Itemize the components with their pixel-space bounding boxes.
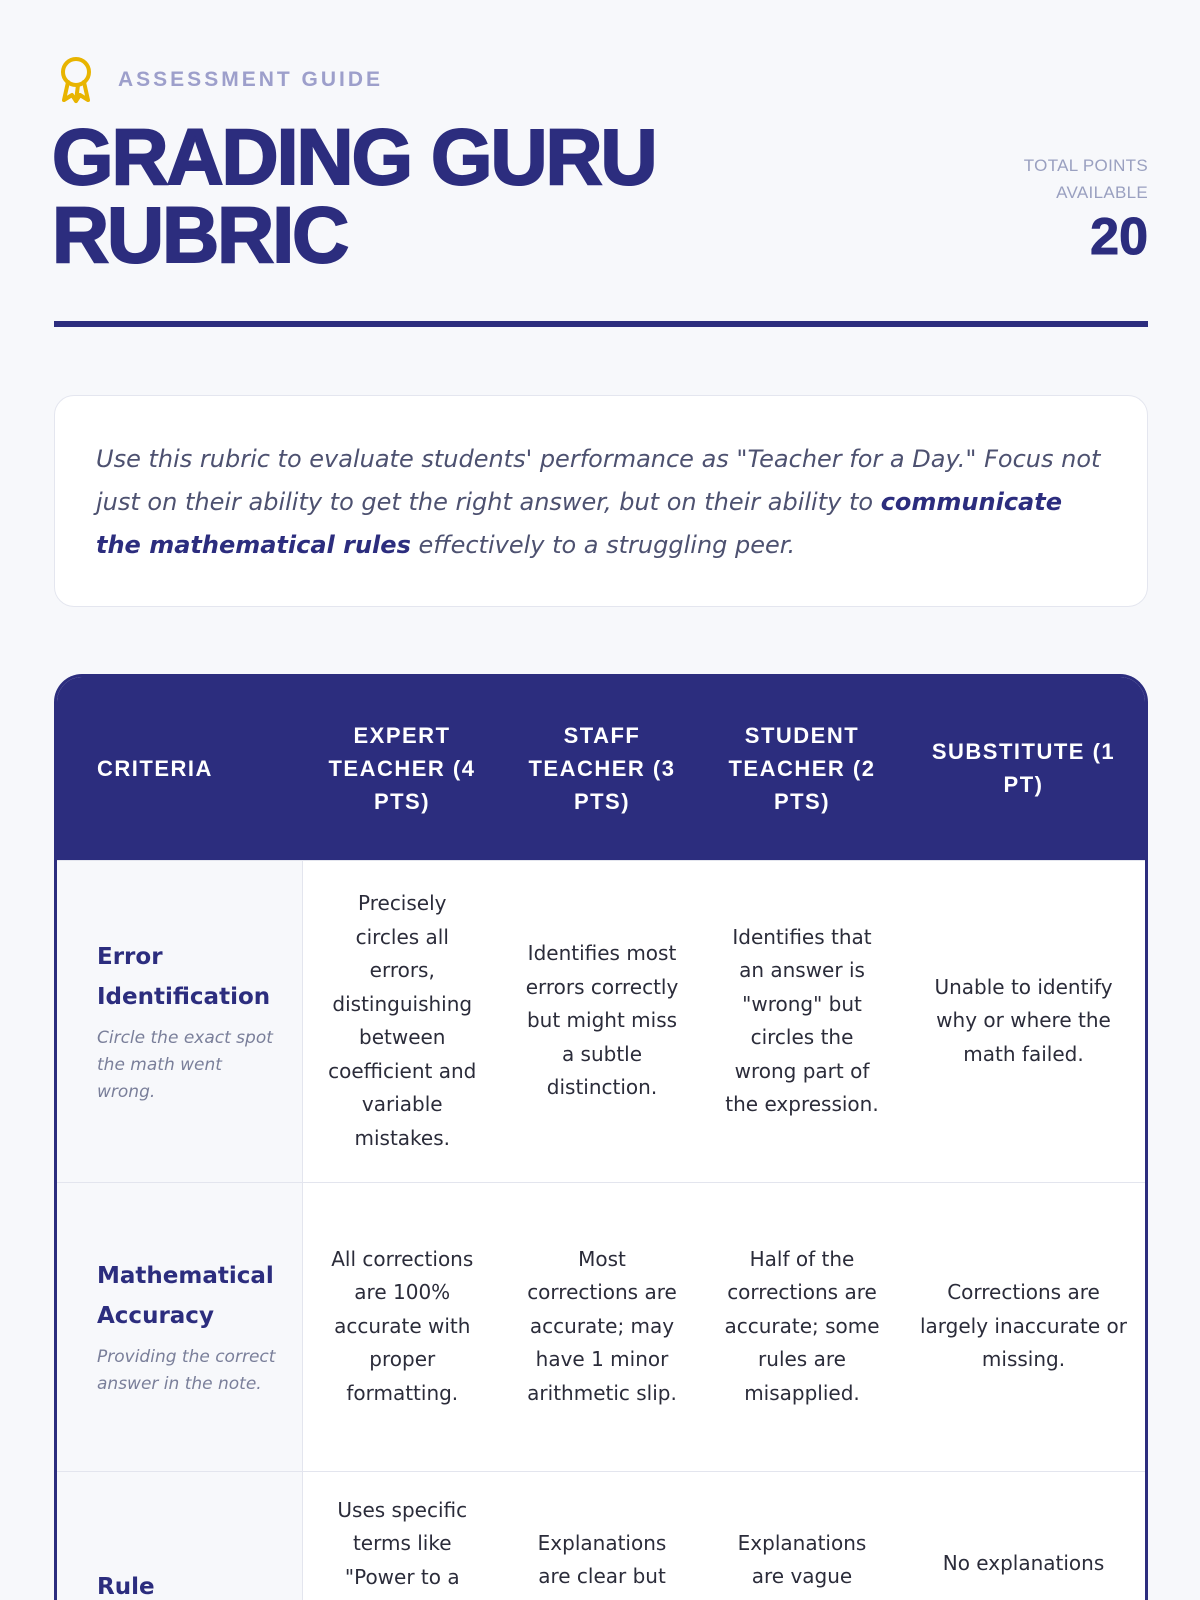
level-expert: Precisely circles all errors, distinguishing between coefficient and variable mistakes.: [302, 860, 502, 1182]
level-expert: Uses specific terms like "Power to a: [302, 1471, 502, 1600]
header-substitute: SUBSTITUTE (1 PT): [902, 677, 1145, 860]
intro-card: [54, 395, 1148, 607]
header-divider: [54, 321, 1148, 327]
rubric-header-row: [57, 677, 1145, 860]
level-student: Explanations are vague: [702, 1471, 902, 1600]
rubric-table: [54, 674, 1148, 1600]
total-points-value: 20: [1090, 208, 1148, 266]
table-row: [57, 1182, 1145, 1471]
total-points: [988, 152, 1148, 268]
level-substitute: No explanations: [902, 1471, 1145, 1600]
criterion-description: Providing the correct answer in the note.: [97, 1346, 276, 1394]
level-student: Half of the corrections are accurate; some rules are misapplied.: [702, 1182, 902, 1471]
header-staff: STAFF TEACHER (3 PTS): [502, 677, 702, 860]
table-row: [57, 860, 1145, 1182]
level-staff: Most corrections are accurate; may have 1 minor arithmetic slip.: [502, 1182, 702, 1471]
criterion-name: Error Identification: [97, 943, 271, 1010]
header-student: STUDENT TEACHER (2 PTS): [702, 677, 902, 860]
intro-text-before: Use this rubric to evaluate students' performance as "Teacher for a Day." Focus not just on their ability to get the right answer, but on their ability to: [96, 445, 1101, 516]
criterion-name: Mathematical Accuracy: [97, 1262, 274, 1329]
level-expert: All corrections are 100% accurate with proper formatting.: [302, 1182, 502, 1471]
rubric-page: [54, 0, 1148, 1600]
level-staff: Explanations are clear but: [502, 1471, 702, 1600]
header-criteria: CRITERIA: [57, 677, 302, 860]
title-line-1: GRADING GURU: [52, 112, 656, 201]
criterion-name: Rule: [97, 1573, 155, 1600]
eyebrow: [54, 55, 383, 105]
level-substitute: Unable to identify why or where the math failed.: [902, 860, 1145, 1182]
level-student: Identifies that an answer is "wrong" but circles the wrong part of the expression.: [702, 860, 902, 1182]
criterion-cell: [57, 1182, 302, 1471]
table-row: [57, 1471, 1145, 1600]
total-points-label: TOTAL POINTS AVAILABLE: [1023, 156, 1148, 202]
intro-emphasis: communicate the mathematical rules: [96, 488, 1062, 559]
award-ribbon-icon: [54, 55, 98, 105]
criterion-description: Circle the exact spot the math went wrong.: [97, 1027, 273, 1102]
intro-text-after: effectively to a struggling peer.: [410, 531, 796, 559]
header-expert: EXPERT TEACHER (4 PTS): [302, 677, 502, 860]
page-title: [52, 112, 792, 279]
level-staff: Identifies most errors correctly but might miss a subtle distinction.: [502, 860, 702, 1182]
eyebrow-label: ASSESSMENT GUIDE: [118, 68, 384, 91]
level-substitute: Corrections are largely inaccurate or missing.: [902, 1182, 1145, 1471]
criterion-cell: [57, 1471, 302, 1600]
criterion-cell: [57, 860, 302, 1182]
title-line-2: RUBRIC: [52, 190, 348, 279]
